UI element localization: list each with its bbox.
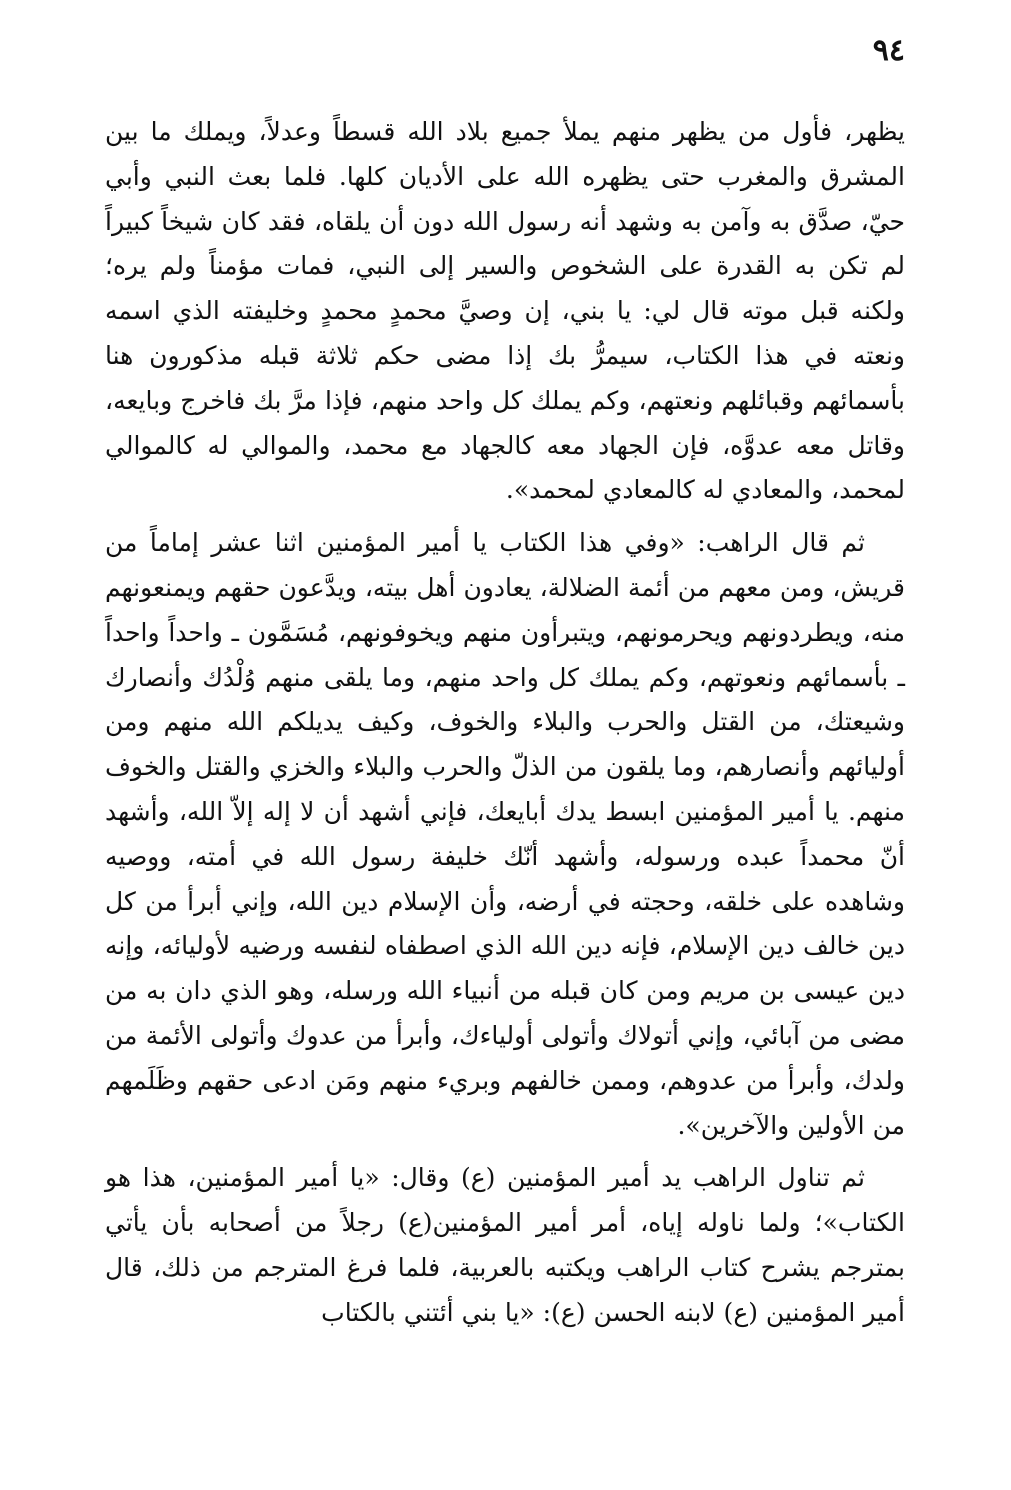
paragraph-1: يظهر، فأول من يظهر منهم يملأ جميع بلاد الله قسطاً وعدلاً، ويملك ما بين المشرق والمغرب حتى يظهره الله على الأديان كلها. فلما بعث النبي وأبي حيّ، صدَّق به وآمن به وشهد أنه رسول الله دون أن يلقاه، فقد كان شيخاً كبيراً لم تكن به القدرة على الشخوص والسير إلى النبي، فمات مؤمناً ولم يره؛ ولكنه قبل موته قال لي: يا بني، إن وصيَّ محمدٍ محمدٍ وخليفته الذي اسمه ونعته في هذا الكتاب، سيمرُّ بك إذا مضى حكم ثلاثة قبله مذكورون هنا بأسمائهم وقبائلهم ونعتهم، وكم يملك كل واحد منهم، فإذا مرَّ بك فاخرج وبايعه، وقاتل معه عدوَّه، فإن الجهاد معه كالجهاد مع محمد، والموالي له كالموالي لمحمد، والمعادي له كالمعادي لمحمد». (105, 117, 905, 505)
paragraph-3: ثم تناول الراهب يد أمير المؤمنين (ع) وقال: «يا أمير المؤمنين، هذا هو الكتاب»؛ ولما ناوله إياه، أمر أمير المؤمنين(ع) رجلاً من أصحابه بأن يأتي بمترجم يشرح كتاب الراهب ويكتبه بالعربية، فلما فرغ المترجم من ذلك، قال أمير المؤمنين (ع) لابنه الحسن (ع): «يا بني أئتني بالكتاب (105, 1163, 905, 1327)
page-number: ٩٤ (872, 33, 905, 68)
paragraph-2: ثم قال الراهب: «وفي هذا الكتاب يا أمير المؤمنين اثنا عشر إماماً من قريش، ومن معهم من أئمة الضلالة، يعادون أهل بيته، ويدَّعون حقهم ويمنعونهم منه، ويطردونهم ويحرمونهم، ويتبرأون منهم ويخوفونهم، مُسَمَّون ـ واحداً واحداً ـ بأسمائهم ونعوتهم، وكم يملك كل واحد منهم، وما يلقى منهم وُلْدُك وأنصارك وشيعتك، من القتل والحرب والبلاء والخوف، وكيف يديلكم الله منهم ومن أوليائهم وأنصارهم، وما يلقون من الذلّ والحرب والبلاء والخزي والقتل والخوف منهم. يا أمير المؤمنين ابسط يدك أبايعك، فإني أشهد أن لا إله إلاّ الله، وأشهد أنّ محمداً عبده ورسوله، وأشهد أنّك خليفة رسول الله في أمته، ووصيه وشاهده على خلقه، وحجته في أرضه، وأن الإسلام دين الله، وإني أبرأ من كل دين خالف دين الإسلام، فإنه دين الله الذي اصطفاه لنفسه ورضيه لأوليائه، وإنه دين عيسى بن مريم ومن كان قبله من أنبياء الله ورسله، وهو الذي دان به من مضى من آبائي، وإني أتولاك وأتولى أولياءك، وأبرأ من عدوك وأتولى الأئمة من ولدك، وأبرأ من عدوهم، وممن خالفهم وبريء منهم ومَن ادعى حقهم وظَلَمهم من الأولين والآخرين». (105, 528, 905, 1140)
page-body (105, 110, 905, 1344)
